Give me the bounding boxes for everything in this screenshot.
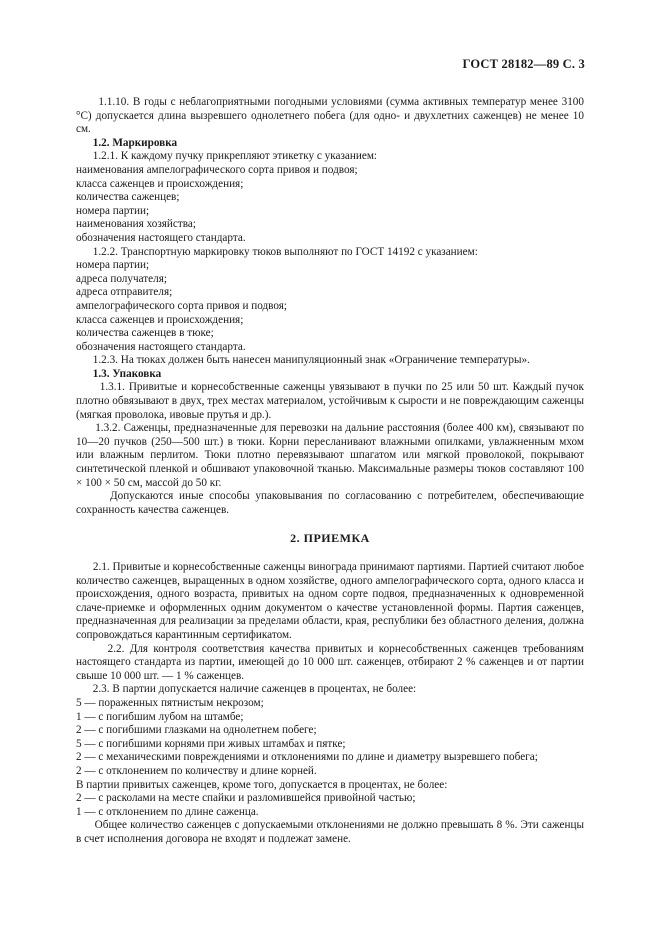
list-item: 2 — с отклонением по количеству и длине корней. (76, 764, 317, 777)
list-item: номера партии; (76, 204, 150, 217)
list-item: количества саженцев в тюке; (76, 327, 214, 340)
list-item: 1 — с отклонением по длине саженца. (76, 805, 259, 818)
list-item: 1 — с погибшим лубом на штамбе; (76, 710, 244, 723)
para-grafted: В партии привитых саженцев, кроме того, допускается в процентах, не более: (76, 778, 448, 791)
list-item: адреса получателя; (76, 272, 167, 285)
para-total: Общее количество саженцев с допускаемыми отклонениями не должно превышать 8 %. Эти саженцы в счет исполнения договора не входят и подлежат замене. (76, 819, 584, 845)
list-item: количества саженцев; (76, 191, 180, 204)
list-item: обозначения настоящего стандарта. (76, 231, 246, 244)
list-item: класса саженцев и происхождения; (76, 177, 244, 190)
section-title-2: 2. ПРИЕМКА (290, 531, 370, 546)
list-item: обозначения настоящего стандарта. (76, 340, 246, 353)
list-item: наименования ампелографического сорта привоя и подвоя; (76, 163, 358, 176)
list-item: 2 — с расколами на месте спайки и разломившейся привойной частью; (76, 792, 416, 805)
para-1-2-1: 1.2.1. К каждому пучку прикрепляют этикетку с указанием: (76, 150, 378, 163)
list-item: номера партии; (76, 259, 150, 272)
para-1-3-1: 1.3.1. Привитые и корнесобственные саженцы увязывают в пучки по 25 или 50 шт. Каждый пучок плотно обвязывают в двух, трех местах материалом, устойчивым к сырости и не повреждающим саженцы (мягкая проволока, ивовые прутья и др.). (76, 381, 584, 421)
para-1-3-2: 1.3.2. Саженцы, предназначенные для перевозки на дальние расстояния (более 400 км), связывают по 10—20 пучков (250—500 шт.) в тюки. Корни пересланивают влажными опилками, увлажненным мхом или влажным перлитом. Тюки плотно перевязывают шпагатом или мягкой проволокой, покрывают синтетической пленкой и обшивают упаковочной тканью. Максимальные размеры тюков составляют 100 × 100 × 50 см, массой до 50 кг. (76, 422, 584, 489)
heading-1-2: 1.2. Маркировка (76, 136, 178, 149)
para-1-2-3: 1.2.3. На тюках должен быть нанесен манипуляционный знак «Ограничение температуры». (76, 354, 530, 367)
list-item: 5 — с погибшими корнями при живых штамбах и пятке; (76, 737, 346, 750)
para-2-2: 2.2. Для контроля соответствия качества привитых и корнесобственных саженцев требованиям настоящего стандарта из партии, имеющей до 10 000 шт. саженцев, отбирают 2 % саженцев и от партии свыше 10 000 шт. — 1 % саженцев. (76, 642, 584, 682)
list-item: 5 — пораженных пятнистым некрозом; (76, 696, 264, 709)
heading-1-3: 1.3. Упаковка (76, 367, 162, 380)
list-item: класса саженцев и происхождения; (76, 313, 244, 326)
page-header: ГОСТ 28182—89 С. 3 (462, 57, 585, 71)
para-2-3: 2.3. В партии допускается наличие саженцев в процентах, не более: (76, 683, 417, 696)
list-item: 2 — с погибшими глазками на однолетнем побеге; (76, 724, 317, 737)
list-item: 2 — с механическими повреждениями и отклонениями по длине и диаметру вызревшего побега; (76, 751, 538, 764)
list-item: адреса отправителя; (76, 286, 173, 299)
list-item: ампелографического сорта привоя и подвоя; (76, 299, 288, 312)
para-1-1-10: 1.1.10. В годы с неблагоприятными погодными условиями (сумма активных температур менее 3100 °С) допускается длина вызревшего однолетнего побега (для одно- и двухлетних саженцев) не менее 10 см. (76, 96, 584, 136)
para-1-2-2: 1.2.2. Транспортную маркировку тюков выполняют по ГОСТ 14192 с указанием: (76, 245, 478, 258)
para-packing-alt: Допускаются иные способы упаковывания по согласованию с потребителем, обеспечивающие сохранность качества саженцев. (76, 490, 584, 516)
para-2-1: 2.1. Привитые и корнесобственные саженцы винограда принимают партиями. Партией считают любое количество саженцев, выращенных в одном хозяйстве, одного ампелографического сорта, одного класса и происхождения, одного возраста, привитых на одном сорте подвоя, предназначенных к одновременной слаче-приемке и оформленных одним документом о качестве установленной формы. Партия саженцев, предназначенная для реализации за пределами области, края, республики без областного деления, должна сопровождаться карантинным сертификатом. (76, 561, 584, 641)
list-item: наименования хозяйства; (76, 218, 196, 231)
document-body (76, 96, 584, 846)
